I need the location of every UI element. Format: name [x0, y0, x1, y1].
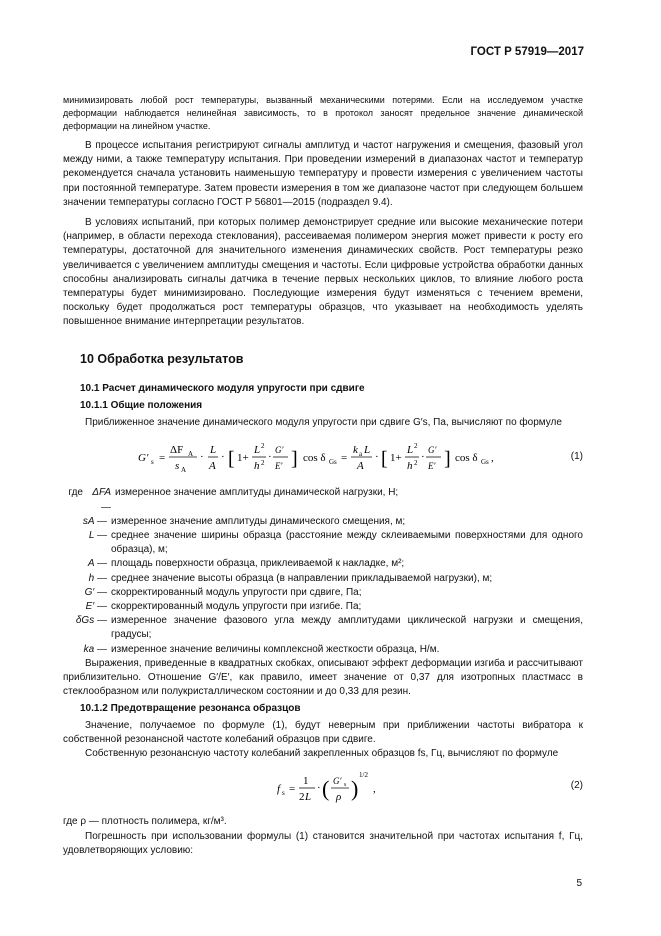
document-header: ГОСТ Р 57919—2017	[470, 46, 584, 58]
svg-text:ρ: ρ	[336, 791, 342, 804]
definition-symbol: sA —	[82, 515, 107, 527]
svg-text:L: L	[254, 444, 261, 457]
definition-item	[63, 572, 583, 586]
intro-note: минимизировать любой рост температуры, вызванный механическими потерями. Если на исследуемом участке деформации наблюдается нелинейная зависимость, то в протокол заносят предельное значение динамической деформации на линейном участке.	[63, 95, 583, 131]
definition-symbol: A —	[87, 558, 107, 570]
definition-item	[63, 529, 583, 557]
svg-text:G′: G′	[428, 445, 437, 456]
svg-text:cos δ: cos δ	[455, 452, 478, 465]
svg-text:ΔF: ΔF	[170, 444, 184, 457]
definition-text: измеренное значение амплитуды динамической нагрузки, Н;	[115, 487, 399, 499]
density-definition: где ρ — плотность полимера, кг/м³.	[63, 816, 227, 828]
svg-text:1/2: 1/2	[359, 771, 368, 780]
svg-text:G′: G′	[275, 445, 284, 456]
svg-text:2: 2	[261, 442, 265, 451]
definition-item	[63, 614, 583, 642]
svg-text:,: ,	[491, 452, 494, 465]
svg-text:L: L	[305, 791, 312, 804]
definition-symbol: G′ —	[84, 586, 107, 598]
paragraph-3: Выражения, приведенные в квадратных скобках, описывают эффект деформации изгиба и рассчитывают приблизительно. Отношение G′/E′, как правило, имеет значение от 0,37 для изотропных пластмасс в стеклообразном или полукристаллическом состоянии и до 0,33 для резин.	[63, 657, 583, 698]
svg-text:A: A	[357, 460, 364, 473]
svg-text:1+: 1+	[237, 452, 249, 465]
svg-text:h: h	[407, 460, 413, 473]
paragraph-4: Погрешность при использовании формулы (1) становится значительной при частотах испытания f, Гц, удовлетворяющих условию:	[63, 830, 583, 856]
definition-symbol: ΔFA —	[92, 487, 111, 513]
svg-text:A: A	[181, 466, 187, 475]
svg-text:·: ·	[421, 451, 425, 464]
svg-text:s: s	[175, 460, 180, 473]
svg-text:·: ·	[317, 782, 321, 795]
svg-text:[: [	[381, 448, 388, 471]
svg-text:k: k	[353, 444, 358, 457]
svg-text:Gs: Gs	[329, 458, 337, 467]
definition-text: среднее значение ширины образца (расстояние между склеиваемыми поверхностями для одного образца), м;	[111, 530, 583, 556]
svg-text:2: 2	[299, 791, 305, 804]
svg-text:]: ]	[444, 448, 451, 471]
definition-symbol: δGs —	[75, 615, 107, 627]
definition-item	[63, 643, 583, 657]
svg-text:2: 2	[414, 459, 418, 468]
definition-item	[63, 557, 583, 571]
subsection-10-1-1-title: 10.1.1 Общие положения	[80, 400, 203, 412]
svg-text:2: 2	[261, 459, 265, 468]
svg-text:f: f	[277, 783, 281, 796]
svg-text:1: 1	[303, 775, 309, 788]
paragraph-2: В условиях испытаний, при которых полимер демонстрирует средние или высокие механические потери (например, в области перехода стеклования), рассеиваемая полимером энергия может привести к росту его температуры, достаточной для значительного изменения динамических свойств. Рост температуры резко увеличивается с увеличением амплитуды смещения и частоты. Если цифровые устройства обработки данных способны анализировать сигналы датчика в течение первых нескольких циклов, то влияние любого роста температуры будет минимизировано. Последующие измерения будут изменяться с течением времени, поскольку будет продолжаться рост температуры образцов, что указывает на необходимость уделять повышенное внимание интерпретации результатов.	[63, 217, 583, 328]
document-body	[63, 94, 583, 858]
svg-text:[: [	[228, 448, 235, 471]
definition-symbol: h —	[88, 572, 107, 584]
section-10-title: 10 Обработка результатов	[80, 351, 244, 366]
svg-text:·: ·	[221, 451, 225, 464]
definition-text: скорректированный модуль упругости при сдвиге, Па;	[111, 586, 362, 598]
definition-text: среднее значение высоты образца (в направлении прикладываемой нагрузки), м;	[111, 572, 493, 584]
svg-text:(: (	[322, 776, 330, 802]
svg-text:s: s	[344, 782, 347, 789]
svg-text:1+: 1+	[390, 452, 402, 465]
definition-text: скорректированный модуль упругости при изгибе. Па;	[111, 601, 362, 613]
definition-text: площадь поверхности образца, приклеиваемой к накладке, м²;	[111, 558, 405, 570]
svg-text:=: =	[159, 452, 166, 465]
definition-item	[63, 586, 583, 600]
svg-text:L: L	[364, 444, 371, 457]
svg-text:A: A	[209, 460, 216, 473]
subsection-10-1-2-title: 10.1.2 Предотвращение резонанса образцов	[80, 702, 301, 714]
definition-item	[63, 600, 583, 614]
formula-1-number: (1)	[570, 451, 583, 463]
formula-2-number: (2)	[570, 780, 583, 792]
svg-text:L: L	[407, 444, 414, 457]
formula-2-intro: Собственную резонансную частоту колебаний закрепленных образцов fs, Гц, вычисляют по формуле	[85, 748, 559, 760]
svg-text:·: ·	[268, 451, 272, 464]
svg-text:·: ·	[200, 451, 204, 464]
formula-1-intro: Приближенное значение динамического модуля упругости при сдвиге G′s, Па, вычисляют по формуле	[85, 417, 562, 429]
resonance-paragraph-1: Значение, получаемое по формуле (1), будут неверным при приближении частоты вибратора к собственной резонансной частоте колебаний образцов при сдвиге.	[63, 719, 583, 745]
formula-1-graphic	[63, 438, 503, 476]
svg-text:,: ,	[373, 783, 376, 796]
page-number: 5	[576, 878, 582, 889]
definition-symbol: ka —	[83, 643, 107, 655]
definitions-list	[63, 486, 583, 656]
svg-text:]: ]	[291, 448, 298, 471]
definition-item	[63, 515, 583, 529]
svg-text:h: h	[254, 460, 260, 473]
svg-text:E′: E′	[428, 461, 436, 472]
svg-text:s: s	[282, 789, 285, 798]
paragraph-1: В процессе испытания регистрируют сигналы амплитуд и частот нагружения и смещения, фазовый угол между ними, а также температуру испытания. При проведении измерений в диапазонах частот и температур рекомендуется сначала установить наименьшую температуру и провести измерения с увеличением частоты при постоянной температуре. Затем провести измерения в том же диапазоне частот при следующем большем значении температуры согласно ГОСТ Р 56801—2015 (подраздел 9.4).	[63, 140, 583, 208]
formula-2	[63, 767, 583, 807]
subsection-10-1-title: 10.1 Расчет динамического модуля упругости при сдвиге	[80, 382, 365, 394]
definition-item	[63, 486, 583, 514]
where-label: где	[68, 487, 83, 499]
svg-text:2: 2	[414, 442, 418, 451]
svg-text:·: ·	[375, 451, 379, 464]
svg-text:G′: G′	[333, 776, 342, 787]
svg-text:a: a	[359, 450, 363, 459]
svg-text:A: A	[188, 450, 194, 459]
definition-text: измеренное значение амплитуды динамического смещения, м;	[111, 515, 406, 527]
formula-2-graphic	[63, 767, 503, 807]
svg-text:=: =	[289, 783, 296, 796]
definition-text: измеренное значение фазового угла между амплитудами циклической нагрузки и смещения, градусы;	[111, 615, 583, 641]
svg-text:s: s	[151, 458, 154, 467]
formula-1	[63, 438, 583, 476]
definition-symbol: E′ —	[85, 601, 107, 613]
svg-text:=: =	[341, 452, 348, 465]
definition-symbol: L —	[88, 530, 107, 542]
svg-text:Gs: Gs	[481, 458, 489, 467]
svg-text:): )	[351, 776, 359, 802]
svg-text:E′: E′	[275, 461, 283, 472]
definition-text: измеренное значение величины комплексной жесткости образца, Н/м.	[111, 643, 440, 655]
svg-text:cos δ: cos δ	[303, 452, 326, 465]
svg-text:G′: G′	[138, 452, 149, 465]
svg-text:L: L	[210, 444, 217, 457]
